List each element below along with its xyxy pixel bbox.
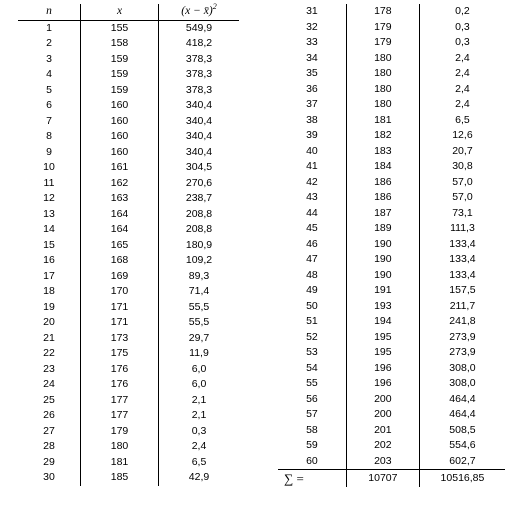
table-row — [278, 299, 505, 315]
cell-deviation-squared: 508,5 — [419, 423, 505, 439]
cell-x: 160 — [81, 129, 159, 145]
table-row — [18, 20, 239, 36]
cell-n: 40 — [306, 144, 318, 157]
cell-n: 52 — [306, 330, 318, 343]
cell-deviation-squared: 602,7 — [419, 454, 505, 470]
cell-n: 51 — [306, 315, 318, 327]
cell-deviation-squared: 6,0 — [159, 362, 240, 378]
cell-deviation-squared: 180,9 — [159, 238, 240, 254]
cell-n: 1 — [46, 21, 52, 34]
cell-x: 179 — [346, 20, 419, 36]
cell-x: 180 — [81, 439, 159, 455]
table-row — [278, 35, 505, 51]
cell-deviation-squared: 340,4 — [159, 145, 240, 161]
cell-x: 163 — [81, 191, 159, 207]
header-x: x — [81, 4, 159, 20]
cell-x: 178 — [346, 4, 419, 20]
table-row — [278, 283, 505, 299]
cell-deviation-squared: 273,9 — [419, 345, 505, 361]
sum-label: ∑ = — [278, 470, 346, 488]
cell-x: 175 — [81, 346, 159, 362]
table-row — [278, 237, 505, 253]
cell-x: 158 — [81, 36, 159, 52]
table-row — [18, 470, 239, 486]
table-row — [18, 67, 239, 83]
cell-n: 22 — [43, 347, 55, 359]
cell-deviation-squared: 55,5 — [159, 315, 240, 331]
cell-n: 3 — [46, 52, 52, 65]
cell-x: 168 — [81, 253, 159, 269]
cell-x: 160 — [81, 98, 159, 114]
cell-deviation-squared: 464,4 — [419, 407, 505, 423]
cell-n: 46 — [306, 237, 318, 250]
cell-x: 171 — [81, 315, 159, 331]
cell-x: 170 — [81, 284, 159, 300]
cell-x: 184 — [346, 159, 419, 175]
cell-x: 190 — [346, 268, 419, 284]
cell-x: 186 — [346, 175, 419, 191]
cell-n: 27 — [43, 424, 55, 437]
cell-deviation-squared: 57,0 — [419, 175, 505, 191]
table-row — [18, 377, 239, 393]
table-row — [278, 206, 505, 222]
cell-deviation-squared: 57,0 — [419, 190, 505, 206]
table-row — [278, 252, 505, 268]
table-row — [18, 36, 239, 52]
cell-x: 160 — [81, 114, 159, 130]
sum-row — [278, 470, 505, 488]
table-row — [18, 455, 239, 471]
data-table-left — [18, 4, 239, 486]
table-row — [278, 4, 505, 20]
cell-n: 43 — [306, 191, 318, 203]
table-row — [18, 284, 239, 300]
cell-deviation-squared: 378,3 — [159, 67, 240, 83]
cell-deviation-squared: 0,3 — [419, 20, 505, 36]
cell-deviation-squared: 12,6 — [419, 128, 505, 144]
cell-x: 180 — [346, 66, 419, 82]
table-row — [278, 376, 505, 392]
cell-x: 176 — [81, 362, 159, 378]
cell-x: 164 — [81, 207, 159, 223]
cell-n: 60 — [306, 454, 318, 467]
cell-deviation-squared: 73,1 — [419, 206, 505, 222]
table-row — [18, 145, 239, 161]
cell-x: 189 — [346, 221, 419, 237]
cell-n: 11 — [43, 176, 55, 189]
table-row — [278, 97, 505, 113]
table-row — [278, 175, 505, 191]
cell-n: 42 — [306, 175, 318, 188]
cell-n: 31 — [306, 5, 318, 17]
table-row — [278, 345, 505, 361]
cell-deviation-squared: 2,4 — [419, 97, 505, 113]
table-body-right — [278, 4, 505, 470]
cell-x: 202 — [346, 438, 419, 454]
cell-x: 164 — [81, 222, 159, 238]
cell-deviation-squared: 304,5 — [159, 160, 240, 176]
cell-deviation-squared: 270,6 — [159, 176, 240, 192]
cell-n: 14 — [43, 223, 55, 235]
table-row — [18, 269, 239, 285]
cell-n: 16 — [43, 254, 55, 266]
table-row — [18, 114, 239, 130]
table-row — [18, 238, 239, 254]
table-row — [278, 159, 505, 175]
cell-x: 181 — [346, 113, 419, 129]
cell-x: 195 — [346, 330, 419, 346]
table-row — [18, 315, 239, 331]
table-row — [18, 362, 239, 378]
table-row — [18, 222, 239, 238]
cell-deviation-squared: 0,3 — [159, 424, 240, 440]
cell-n: 6 — [46, 99, 52, 111]
cell-x: 173 — [81, 331, 159, 347]
cell-n: 13 — [43, 207, 55, 220]
cell-x: 180 — [346, 51, 419, 67]
cell-n: 36 — [306, 82, 318, 95]
cell-n: 25 — [43, 393, 55, 406]
cell-deviation-squared: 111,3 — [419, 221, 505, 237]
cell-deviation-squared: 157,5 — [419, 283, 505, 299]
table-row — [278, 314, 505, 330]
cell-deviation-squared: 20,7 — [419, 144, 505, 160]
cell-deviation-squared: 30,8 — [419, 159, 505, 175]
cell-deviation-squared: 211,7 — [419, 299, 505, 315]
cell-n: 32 — [306, 20, 318, 33]
cell-n: 19 — [43, 300, 55, 313]
cell-x: 203 — [346, 454, 419, 470]
table-row — [278, 221, 505, 237]
table-row — [278, 438, 505, 454]
cell-x: 159 — [81, 83, 159, 99]
cell-n: 56 — [306, 392, 318, 405]
cell-n: 39 — [306, 129, 318, 141]
cell-x: 190 — [346, 252, 419, 268]
table-row — [278, 190, 505, 206]
cell-n: 37 — [306, 98, 318, 110]
table-row — [18, 253, 239, 269]
cell-n: 58 — [306, 423, 318, 436]
cell-x: 186 — [346, 190, 419, 206]
cell-deviation-squared: 241,8 — [419, 314, 505, 330]
cell-x: 193 — [346, 299, 419, 315]
sum-deviation-total: 10516,85 — [419, 470, 505, 488]
table-row — [278, 361, 505, 377]
cell-deviation-squared: 55,5 — [159, 300, 240, 316]
header-deviation-base: (x − x̄) — [181, 5, 213, 17]
table-header-row — [18, 4, 239, 20]
table-row — [278, 113, 505, 129]
cell-x: 169 — [81, 269, 159, 285]
cell-deviation-squared: 109,2 — [159, 253, 240, 269]
cell-x: 200 — [346, 407, 419, 423]
cell-n: 41 — [306, 160, 318, 172]
table-row — [18, 98, 239, 114]
table-row — [18, 176, 239, 192]
cell-deviation-squared: 42,9 — [159, 470, 240, 486]
cell-x: 160 — [81, 145, 159, 161]
cell-deviation-squared: 6,5 — [419, 113, 505, 129]
cell-deviation-squared: 308,0 — [419, 361, 505, 377]
cell-n: 2 — [46, 37, 52, 49]
table-row — [18, 408, 239, 424]
cell-n: 5 — [46, 83, 52, 96]
cell-deviation-squared: 11,9 — [159, 346, 240, 362]
table-row — [278, 423, 505, 439]
cell-n: 21 — [43, 331, 55, 344]
table-row — [278, 144, 505, 160]
cell-x: 159 — [81, 67, 159, 83]
cell-n: 57 — [306, 408, 318, 420]
header-deviation-squared — [159, 4, 240, 20]
header-n: n — [18, 4, 81, 20]
table-row — [18, 439, 239, 455]
cell-n: 17 — [43, 269, 55, 282]
cell-n: 47 — [306, 253, 318, 265]
cell-n: 49 — [306, 284, 318, 296]
cell-n: 45 — [306, 222, 318, 234]
cell-deviation-squared: 2,1 — [159, 393, 240, 409]
cell-n: 54 — [306, 361, 318, 374]
cell-deviation-squared: 6,5 — [159, 455, 240, 471]
cell-deviation-squared: 2,4 — [159, 439, 240, 455]
table-row — [278, 392, 505, 408]
cell-deviation-squared: 0,3 — [419, 35, 505, 51]
cell-deviation-squared: 378,3 — [159, 83, 240, 99]
cell-n: 12 — [43, 192, 55, 204]
cell-n: 38 — [306, 113, 318, 126]
cell-n: 10 — [43, 161, 55, 173]
table-row — [18, 393, 239, 409]
cell-deviation-squared: 0,2 — [419, 4, 505, 20]
cell-deviation-squared: 549,9 — [159, 20, 240, 36]
header-deviation-exponent: 2 — [212, 2, 217, 12]
cell-x: 191 — [346, 283, 419, 299]
cell-x: 155 — [81, 20, 159, 36]
cell-deviation-squared: 340,4 — [159, 129, 240, 145]
cell-deviation-squared: 89,3 — [159, 269, 240, 285]
cell-n: 7 — [46, 114, 52, 127]
cell-x: 177 — [81, 393, 159, 409]
table-row — [278, 330, 505, 346]
cell-x: 196 — [346, 376, 419, 392]
cell-x: 180 — [346, 97, 419, 113]
cell-deviation-squared: 273,9 — [419, 330, 505, 346]
table-row — [278, 20, 505, 36]
table-row — [18, 331, 239, 347]
cell-deviation-squared: 29,7 — [159, 331, 240, 347]
cell-n: 8 — [46, 130, 52, 142]
cell-deviation-squared: 238,7 — [159, 191, 240, 207]
cell-deviation-squared: 2,4 — [419, 66, 505, 82]
cell-x: 179 — [81, 424, 159, 440]
cell-n: 55 — [306, 377, 318, 389]
cell-x: 179 — [346, 35, 419, 51]
table-row — [18, 424, 239, 440]
cell-deviation-squared: 208,8 — [159, 207, 240, 223]
cell-deviation-squared: 208,8 — [159, 222, 240, 238]
table-row — [18, 52, 239, 68]
cell-deviation-squared: 340,4 — [159, 98, 240, 114]
cell-n: 18 — [43, 285, 55, 297]
cell-deviation-squared: 554,6 — [419, 438, 505, 454]
cell-n: 59 — [306, 439, 318, 451]
cell-x: 162 — [81, 176, 159, 192]
cell-n: 15 — [43, 238, 55, 251]
cell-n: 9 — [46, 145, 52, 158]
table-row — [18, 160, 239, 176]
cell-x: 195 — [346, 345, 419, 361]
cell-n: 48 — [306, 268, 318, 281]
cell-n: 33 — [306, 36, 318, 48]
table-row — [278, 454, 505, 470]
cell-deviation-squared: 308,0 — [419, 376, 505, 392]
table-body-left — [18, 20, 239, 486]
cell-x: 201 — [346, 423, 419, 439]
cell-deviation-squared: 340,4 — [159, 114, 240, 130]
cell-x: 165 — [81, 238, 159, 254]
cell-deviation-squared: 71,4 — [159, 284, 240, 300]
cell-x: 190 — [346, 237, 419, 253]
table-row — [18, 191, 239, 207]
cell-n: 20 — [43, 316, 55, 328]
cell-n: 53 — [306, 346, 318, 358]
cell-n: 28 — [43, 440, 55, 452]
cell-n: 24 — [43, 378, 55, 390]
cell-deviation-squared: 2,1 — [159, 408, 240, 424]
cell-deviation-squared: 2,4 — [419, 82, 505, 98]
cell-x: 177 — [81, 408, 159, 424]
table-row — [278, 407, 505, 423]
cell-deviation-squared: 133,4 — [419, 237, 505, 253]
cell-x: 159 — [81, 52, 159, 68]
cell-x: 182 — [346, 128, 419, 144]
table-row — [18, 129, 239, 145]
cell-x: 183 — [346, 144, 419, 160]
table-row — [18, 300, 239, 316]
cell-n: 44 — [306, 206, 318, 219]
cell-deviation-squared: 464,4 — [419, 392, 505, 408]
cell-x: 196 — [346, 361, 419, 377]
cell-x: 161 — [81, 160, 159, 176]
table-row — [278, 82, 505, 98]
cell-n: 30 — [43, 471, 55, 483]
cell-n: 34 — [306, 51, 318, 64]
cell-deviation-squared: 133,4 — [419, 252, 505, 268]
cell-x: 185 — [81, 470, 159, 486]
table-row — [278, 268, 505, 284]
cell-x: 171 — [81, 300, 159, 316]
cell-x: 194 — [346, 314, 419, 330]
table-row — [18, 346, 239, 362]
cell-deviation-squared: 2,4 — [419, 51, 505, 67]
cell-x: 176 — [81, 377, 159, 393]
cell-deviation-squared: 6,0 — [159, 377, 240, 393]
sum-x-total: 10707 — [346, 470, 419, 488]
table-row — [278, 128, 505, 144]
cell-x: 187 — [346, 206, 419, 222]
cell-deviation-squared: 133,4 — [419, 268, 505, 284]
cell-n: 23 — [43, 362, 55, 375]
cell-deviation-squared: 418,2 — [159, 36, 240, 52]
cell-n: 26 — [43, 409, 55, 421]
cell-n: 35 — [306, 67, 318, 79]
table-row — [18, 207, 239, 223]
table-row — [278, 51, 505, 67]
cell-n: 50 — [306, 299, 318, 312]
cell-x: 180 — [346, 82, 419, 98]
cell-deviation-squared: 378,3 — [159, 52, 240, 68]
cell-n: 4 — [46, 68, 52, 80]
cell-n: 29 — [43, 455, 55, 468]
table-row — [18, 83, 239, 99]
cell-x: 181 — [81, 455, 159, 471]
data-table-right — [278, 4, 505, 487]
table-row — [278, 66, 505, 82]
cell-x: 200 — [346, 392, 419, 408]
